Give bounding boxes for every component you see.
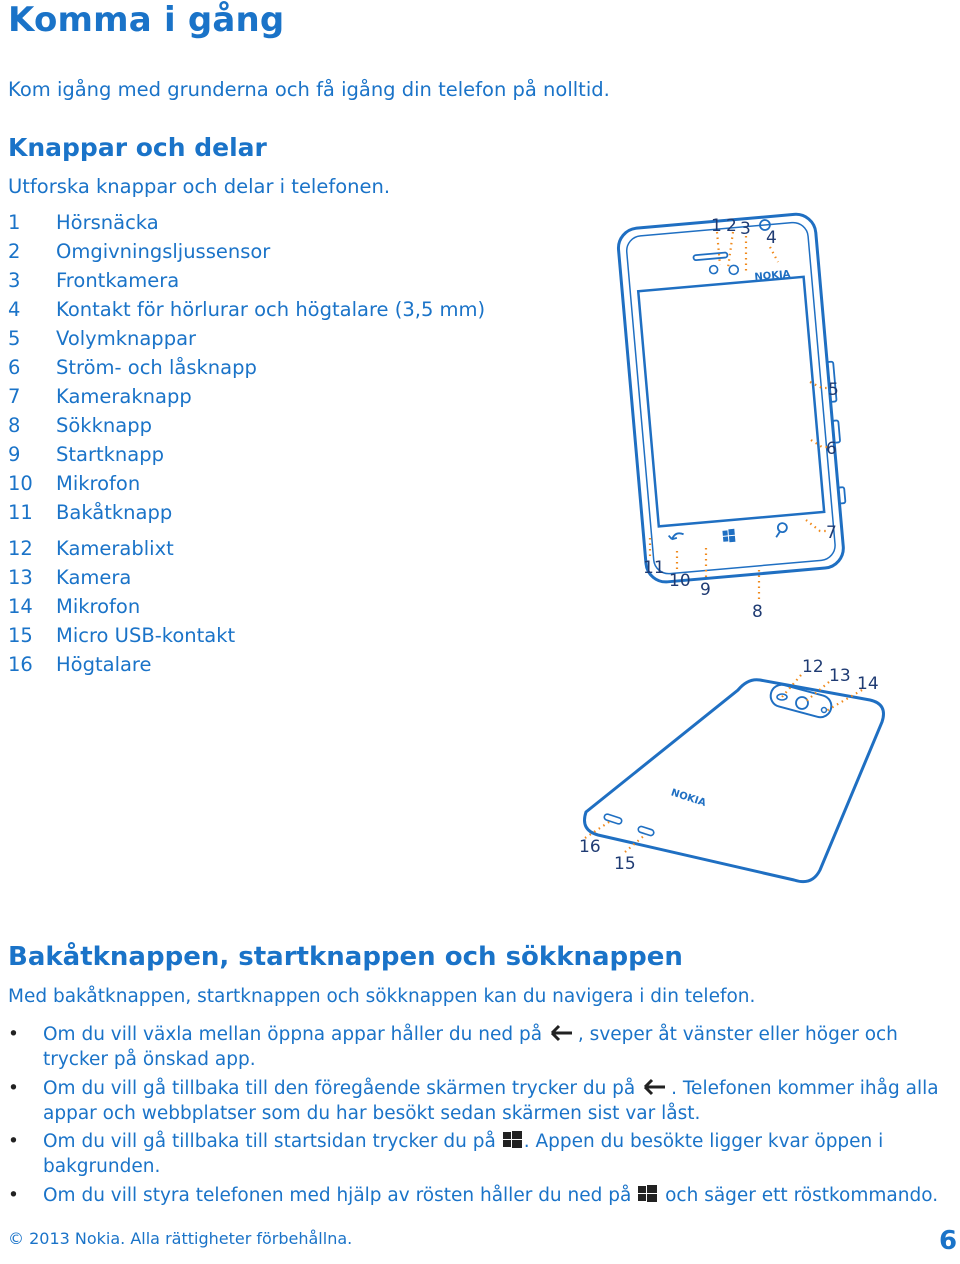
part-number: 5	[8, 327, 21, 350]
section-paragraph: Med bakåtknappen, startknappen och sökknappen kan du navigera i din telefon.	[8, 986, 756, 1007]
bullet-text-part: Om du vill gå tillbaka till den föregående skärmen trycker du på	[43, 1078, 642, 1099]
list-item	[8, 356, 257, 385]
callout-1: 1	[711, 216, 722, 236]
list-item	[8, 327, 196, 356]
list-item	[8, 653, 152, 682]
part-number: 4	[8, 298, 21, 321]
part-label: Micro USB-kontakt	[56, 624, 236, 647]
list-item	[8, 269, 179, 298]
bullet-text-part: Om du vill växla mellan öppna appar håller du ned på	[43, 1024, 548, 1045]
intro-text: Kom igång med grunderna och få igång din telefon på nolltid.	[8, 78, 610, 101]
callout-10: 10	[669, 571, 691, 591]
part-number: 3	[8, 269, 21, 292]
part-number: 2	[8, 240, 21, 263]
callout-15: 15	[614, 854, 636, 874]
part-label: Kamera	[56, 566, 132, 589]
part-number: 14	[8, 595, 33, 618]
part-label: Volymknappar	[56, 327, 197, 350]
list-item	[8, 595, 140, 624]
part-label: Sökknapp	[56, 414, 152, 437]
part-label: Mikrofon	[56, 595, 141, 618]
back-arrow-icon	[641, 1077, 671, 1097]
part-label: Kameraknapp	[56, 385, 192, 408]
list-item	[8, 298, 485, 327]
bullet-text-part: och säger ett röstkommando.	[659, 1185, 939, 1206]
page-number: 6	[939, 1226, 958, 1256]
bullet-marker: •	[8, 1131, 19, 1152]
part-number: 12	[8, 537, 33, 560]
list-item	[8, 472, 140, 501]
part-number: 16	[8, 653, 33, 676]
part-number: 15	[8, 624, 33, 647]
callout-14: 14	[857, 674, 879, 694]
part-number: 6	[8, 356, 21, 379]
part-label: Bakåtknapp	[56, 501, 173, 524]
callout-8: 8	[752, 602, 763, 622]
part-number: 8	[8, 414, 21, 437]
part-number: 10	[8, 472, 33, 495]
callout-9: 9	[700, 580, 711, 600]
bullet-text	[43, 1183, 958, 1208]
bullet-text	[43, 1076, 958, 1126]
list-item	[8, 566, 131, 595]
callout-11: 11	[643, 558, 665, 578]
list-item	[8, 624, 235, 653]
back-arrow-icon	[548, 1023, 578, 1043]
part-number: 1	[8, 211, 21, 234]
part-label: Hörsnäcka	[56, 211, 159, 234]
section-title-buttons-parts: Knappar och delar	[8, 133, 267, 162]
copyright-footer: © 2013 Nokia. Alla rättigheter förbehållna.	[8, 1229, 353, 1248]
bullet-text	[43, 1129, 958, 1179]
bullet-text-part: . Appen du besökte ligger kvar öppen i bakgrunden.	[43, 1131, 884, 1177]
part-number: 7	[8, 385, 21, 408]
bullet-marker: •	[8, 1024, 19, 1045]
part-label: Ström- och låsknapp	[56, 356, 257, 379]
part-label: Startknapp	[56, 443, 164, 466]
page-title: Komma i gång	[8, 0, 285, 40]
brand-logo-back: NOKIA	[669, 787, 708, 809]
callout-6: 6	[826, 439, 837, 459]
part-label: Kontakt för hörlurar och högtalare (3,5 mm)	[56, 298, 486, 321]
bullet-text-part: Om du vill gå tillbaka till startsidan trycker du på	[43, 1131, 502, 1152]
list-item	[8, 414, 152, 443]
list-item	[8, 211, 159, 240]
part-label: Omgivningsljussensor	[56, 240, 271, 263]
phone-front-illustration	[617, 212, 851, 583]
callout-5: 5	[828, 380, 839, 400]
bullet-marker: •	[8, 1078, 19, 1099]
phone-diagram	[560, 205, 960, 895]
callout-2: 2	[726, 216, 737, 236]
callout-16: 16	[579, 837, 601, 857]
windows-logo-icon	[502, 1130, 524, 1150]
bullet-text-part: Om du vill styra telefonen med hjälp av rösten håller du ned på	[43, 1185, 638, 1206]
list-item	[8, 443, 164, 472]
part-label: Högtalare	[56, 653, 152, 676]
part-label: Mikrofon	[56, 472, 141, 495]
part-number: 9	[8, 443, 21, 466]
list-item	[8, 385, 192, 414]
callout-3: 3	[740, 219, 751, 239]
phone-back-illustration	[585, 680, 884, 882]
bullet-text-part: , sveper åt vänster eller höger och trycker på önskad app.	[43, 1024, 898, 1070]
callout-4: 4	[766, 228, 777, 248]
section-subtitle: Utforska knappar och delar i telefonen.	[8, 175, 391, 198]
bullet-text	[43, 1022, 958, 1072]
list-item	[8, 501, 172, 530]
part-label: Kamerablixt	[56, 537, 174, 560]
part-number: 11	[8, 501, 33, 524]
brand-logo-front: NOKIA	[754, 268, 791, 284]
bullet-marker: •	[8, 1185, 19, 1206]
callout-7: 7	[826, 523, 837, 543]
callout-12: 12	[802, 657, 824, 677]
bullet-text-part: . Telefonen kommer ihåg alla appar och webbplatser som du har besökt sedan skärmen sist var låst.	[43, 1078, 939, 1124]
section-title-navigation-keys: Bakåtknappen, startknappen och sökknappen	[8, 942, 683, 972]
list-item	[8, 537, 174, 566]
callout-13: 13	[829, 666, 851, 686]
list-item	[8, 240, 270, 269]
part-number: 13	[8, 566, 33, 589]
part-label: Frontkamera	[56, 269, 180, 292]
windows-logo-icon	[637, 1184, 659, 1204]
